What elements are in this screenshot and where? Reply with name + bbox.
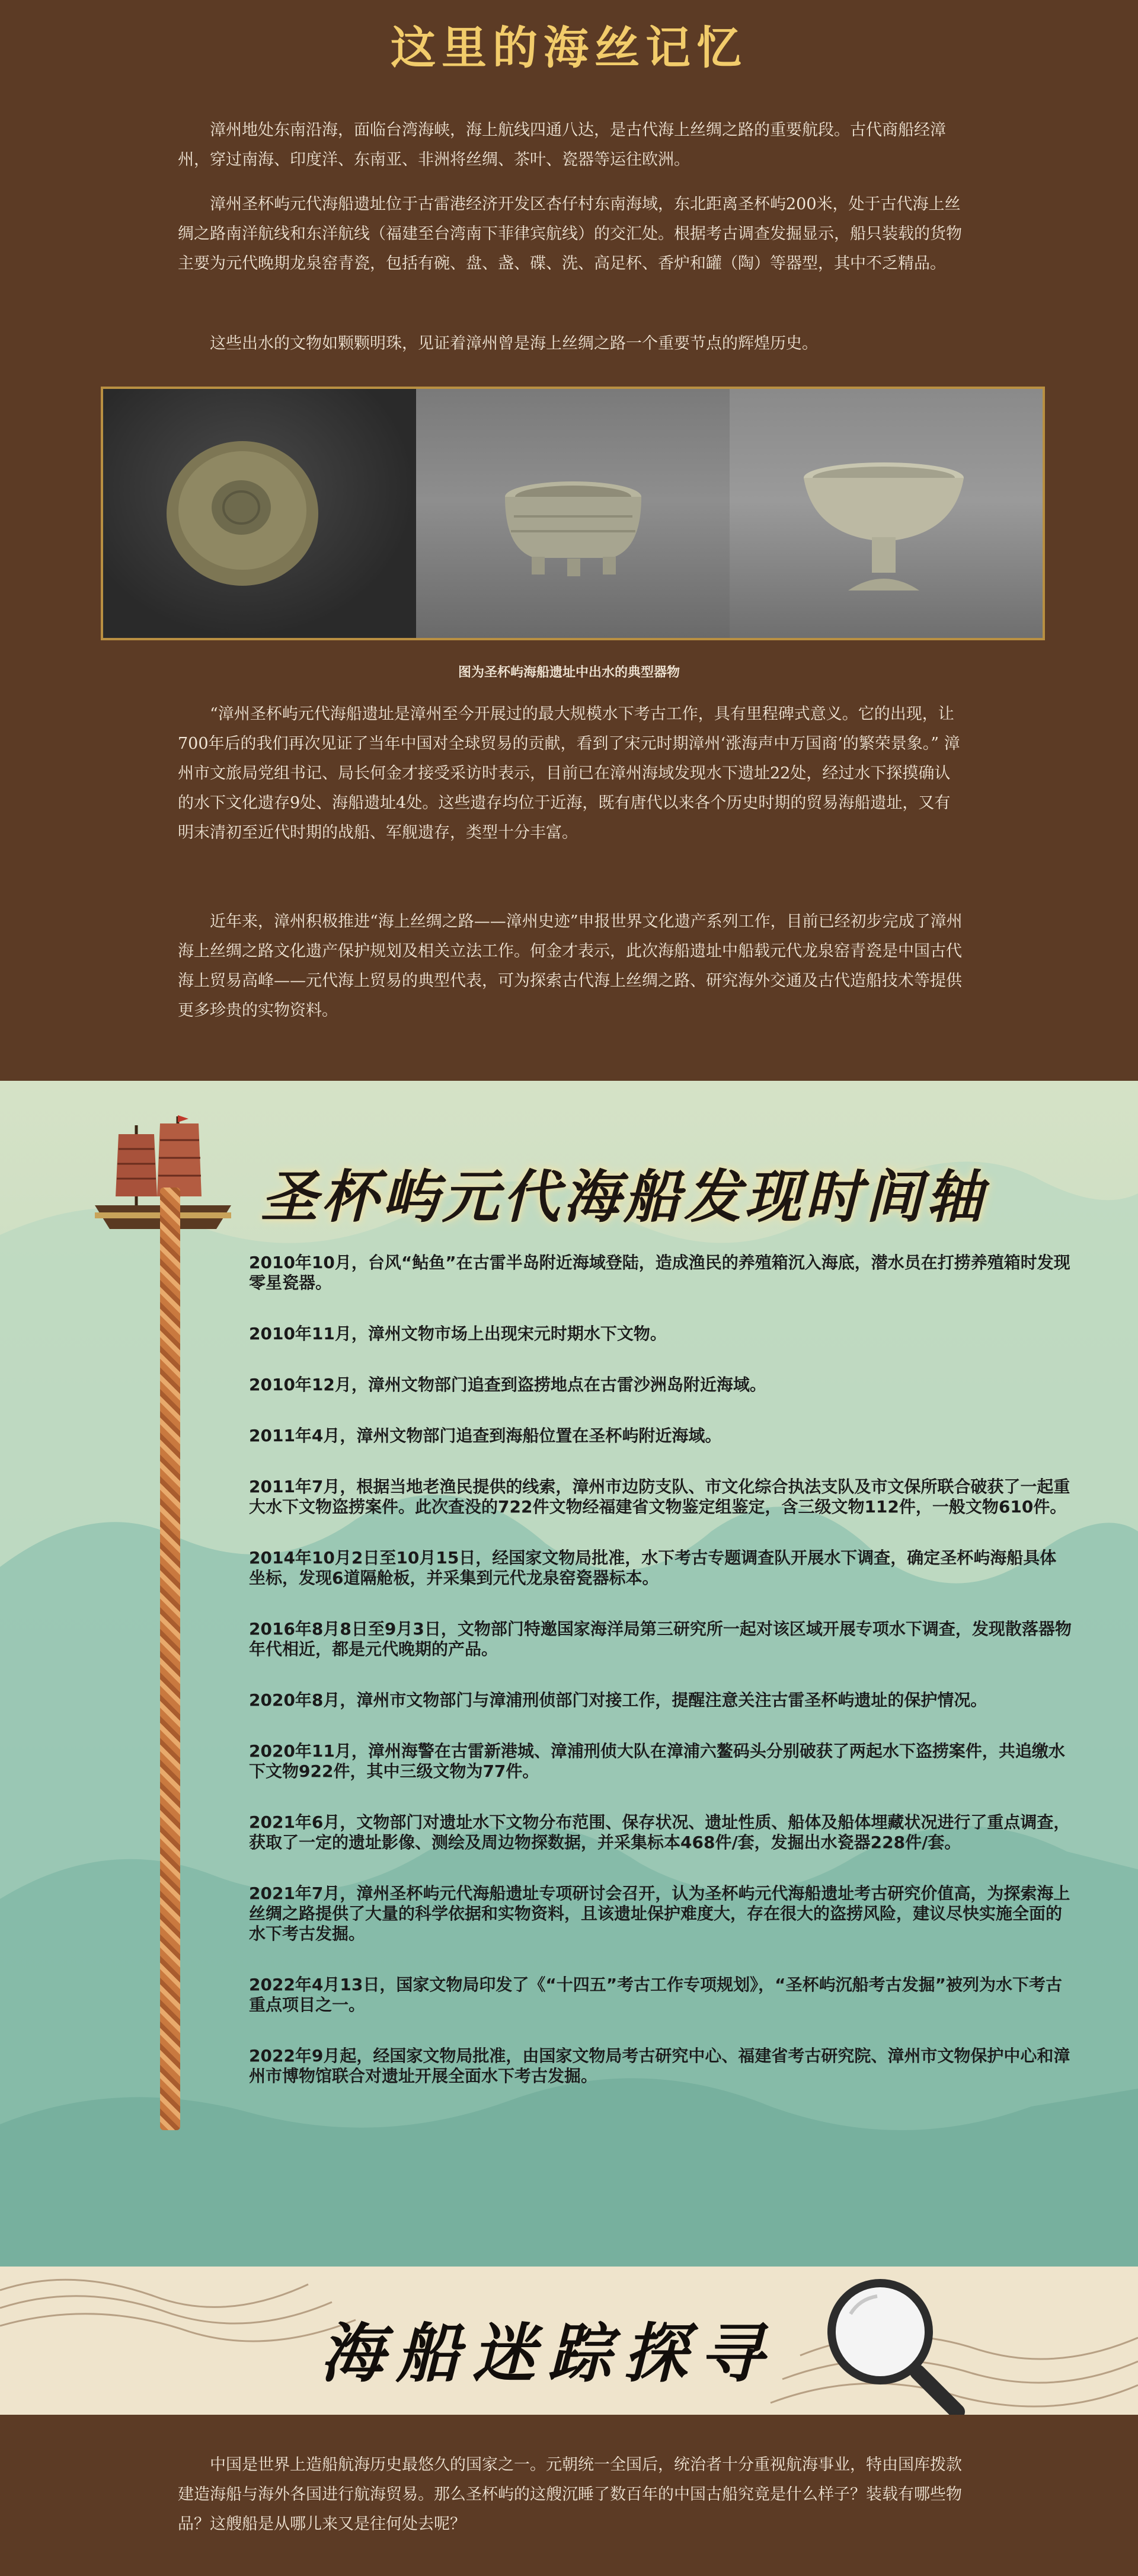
stem-cup-photo	[730, 389, 1043, 638]
timeline-item: 2011年4月，漳州文物部门追查到海船位置在圣杯屿附近海域。	[249, 1426, 722, 1445]
timeline-section	[0, 1081, 1138, 2267]
timeline-item: 2010年11月，漳州文物市场上出现宋元时期水下文物。	[249, 1324, 667, 1343]
intro-paragraph-1: 漳州地处东南沿海，面临台湾海峡，海上航线四通八达，是古代海上丝绸之路的重要航段。古代商船经漳州，穿过南海、印度洋、东南亚、非洲将丝绸、茶叶、瓷器等运往欧洲。	[178, 121, 946, 169]
timeline-item: 2022年4月13日，国家文物局印发了《“十四五”考古工作专项规划》，“圣杯屿沉船考古发掘”被列为水下考古重点项目之一。	[249, 1975, 1062, 2015]
intro-paragraph-3: 这些出水的文物如颗颗明珠，见证着漳州曾是海上丝绸之路一个重要节点的辉煌历史。	[210, 334, 818, 353]
memory-section	[0, 0, 1138, 1081]
timeline-item: 2020年8月，漳州市文物部门与漳浦刑侦部门对接工作，提醒注意关注古雷圣杯屿遗址的保护情况。	[249, 1690, 987, 1710]
timeline-item: 2016年8月8日至9月3日，文物部门特邀国家海洋局第三研究所一起对该区域开展专项水下调查，发现散落器物年代相近，都是元代晚期的产品。	[249, 1619, 1072, 1659]
timeline-item: 2020年11月，漳州海警在古雷新港城、漳浦刑侦大队在漳浦六鳌码头分别破获了两起水下盗捞案件，共追缴水下文物922件，其中三级文物为77件。	[249, 1741, 1065, 1781]
timeline-item: 2010年10月，台风“鲇鱼”在古雷半岛附近海域登陆，造成渔民的养殖箱沉入海底，潜水员在打捞养殖箱时发现零星瓷器。	[249, 1253, 1070, 1292]
timeline-item: 2022年9月起，经国家文物局批准，由国家文物局考古研究中心、福建省考古研究院、漳州市文物保护中心和漳州市博物馆联合对遗址开展全面水下考古发掘。	[249, 2046, 1070, 2086]
timeline-list	[249, 1253, 1073, 2086]
timeline-title: 圣杯屿元代海船发现时间轴	[261, 1163, 986, 1230]
celadon-bowl-photo	[103, 389, 416, 638]
exploration-title: 海船迷踪探寻	[320, 2316, 776, 2391]
timeline-item: 2010年12月，漳州文物部门追查到盗捞地点在古雷沙洲岛附近海域。	[249, 1375, 766, 1394]
timeline-rope	[160, 1188, 180, 2130]
exploration-intro-section	[0, 2415, 1138, 2576]
intro-paragraph-2: 漳州圣杯屿元代海船遗址位于古雷港经济开发区杏仔村东南海域，东北距离圣杯屿200米，处于古代海上丝绸之路南洋航线和东洋航线（福建至台湾南下菲律宾航线）的交汇处。根据考古调查发掘显示，船只装载的货物主要为元代晚期龙泉窑青瓷，包括有碗、盘、盏、碟、洗、高足杯、香炉和罐（陶）等器型，其中不乏精品。	[178, 195, 962, 273]
heritage-paragraph: 近年来，漳州积极推进“海上丝绸之路——漳州史迹”申报世界文化遗产系列工作，目前已经初步完成了漳州海上丝绸之路文化遗产保护规划及相关立法工作。何金才表示，此次海船遗址中船载元代龙泉窑青瓷是中国古代海上贸易高峰——元代海上贸易的典型代表，可为探索古代海上丝绸之路、研究海外交通及古代造船技术等提供更多珍贵的实物资料。	[178, 912, 963, 1020]
artifact-gallery	[101, 387, 1045, 640]
timeline-item: 2021年6月，文物部门对遗址水下文物分布范围、保存状况、遗址性质、船体及船体埋藏状况进行了重点调查，获取了一定的遗址影像、测绘及周边物探数据，并采集标本468件/套，发掘出水瓷器228件/套。	[249, 1812, 1070, 1852]
exploration-banner	[0, 2267, 1138, 2415]
memory-title: 这里的海丝记忆	[391, 21, 747, 74]
quote-paragraph: “漳州圣杯屿元代海船遗址是漳州至今开展过的最大规模水下考古工作，具有里程碑式意义。它的出现，让700年后的我们再次见证了当年中国对全球贸易的贡献，看到了宋元时期漳州‘涨海声中万国商’的繁荣景象。” 漳州市文旅局党组书记、局长何金才接受采访时表示，目前已在漳州海域发现水下遗址22处，经过水下探摸确认的水下文化遗存9处、海船遗址4处。这些遗存均位于近海，既有唐代以来各个历史时期的贸易海船遗址，又有明末清初至近代时期的战船、军舰遗存，类型十分丰富。	[178, 705, 960, 842]
timeline-item: 2011年7月，根据当地老渔民提供的线索，漳州市边防支队、市文化综合执法支队及市文保所联合破获了一起重大水下文物盗捞案件。此次查没的722件文物经福建省文物鉴定组鉴定，含三级文物112件，一般文物610件。	[249, 1477, 1070, 1517]
timeline-item: 2014年10月2日至10月15日，经国家文物局批准，水下考古专题调查队开展水下调查，确定圣杯屿海船具体坐标，发现6道隔舱板，并采集到元代龙泉窑瓷器标本。	[249, 1548, 1057, 1588]
timeline-item: 2021年7月，漳州圣杯屿元代海船遗址专项研讨会召开，认为圣杯屿元代海船遗址考古研究价值高，为探索海上丝绸之路提供了大量的科学依据和实物资料，且该遗址保护难度大，存在很大的盗捞风险，建议尽快实施全面的水下考古发掘。	[249, 1884, 1070, 1943]
exploration-paragraph: 中国是世界上造船航海历史最悠久的国家之一。元朝统一全国后，统治者十分重视航海事业，特由国库拨款建造海船与海外各国进行航海贸易。那么圣杯屿的这艘沉睡了数百年的中国古船究竟是什么样子？装载有哪些物品？这艘船是从哪儿来又是往何处去呢？	[178, 2456, 962, 2533]
tripod-censer-photo	[416, 389, 729, 638]
gallery-caption: 图为圣杯屿海船遗址中出水的典型器物	[458, 665, 680, 680]
